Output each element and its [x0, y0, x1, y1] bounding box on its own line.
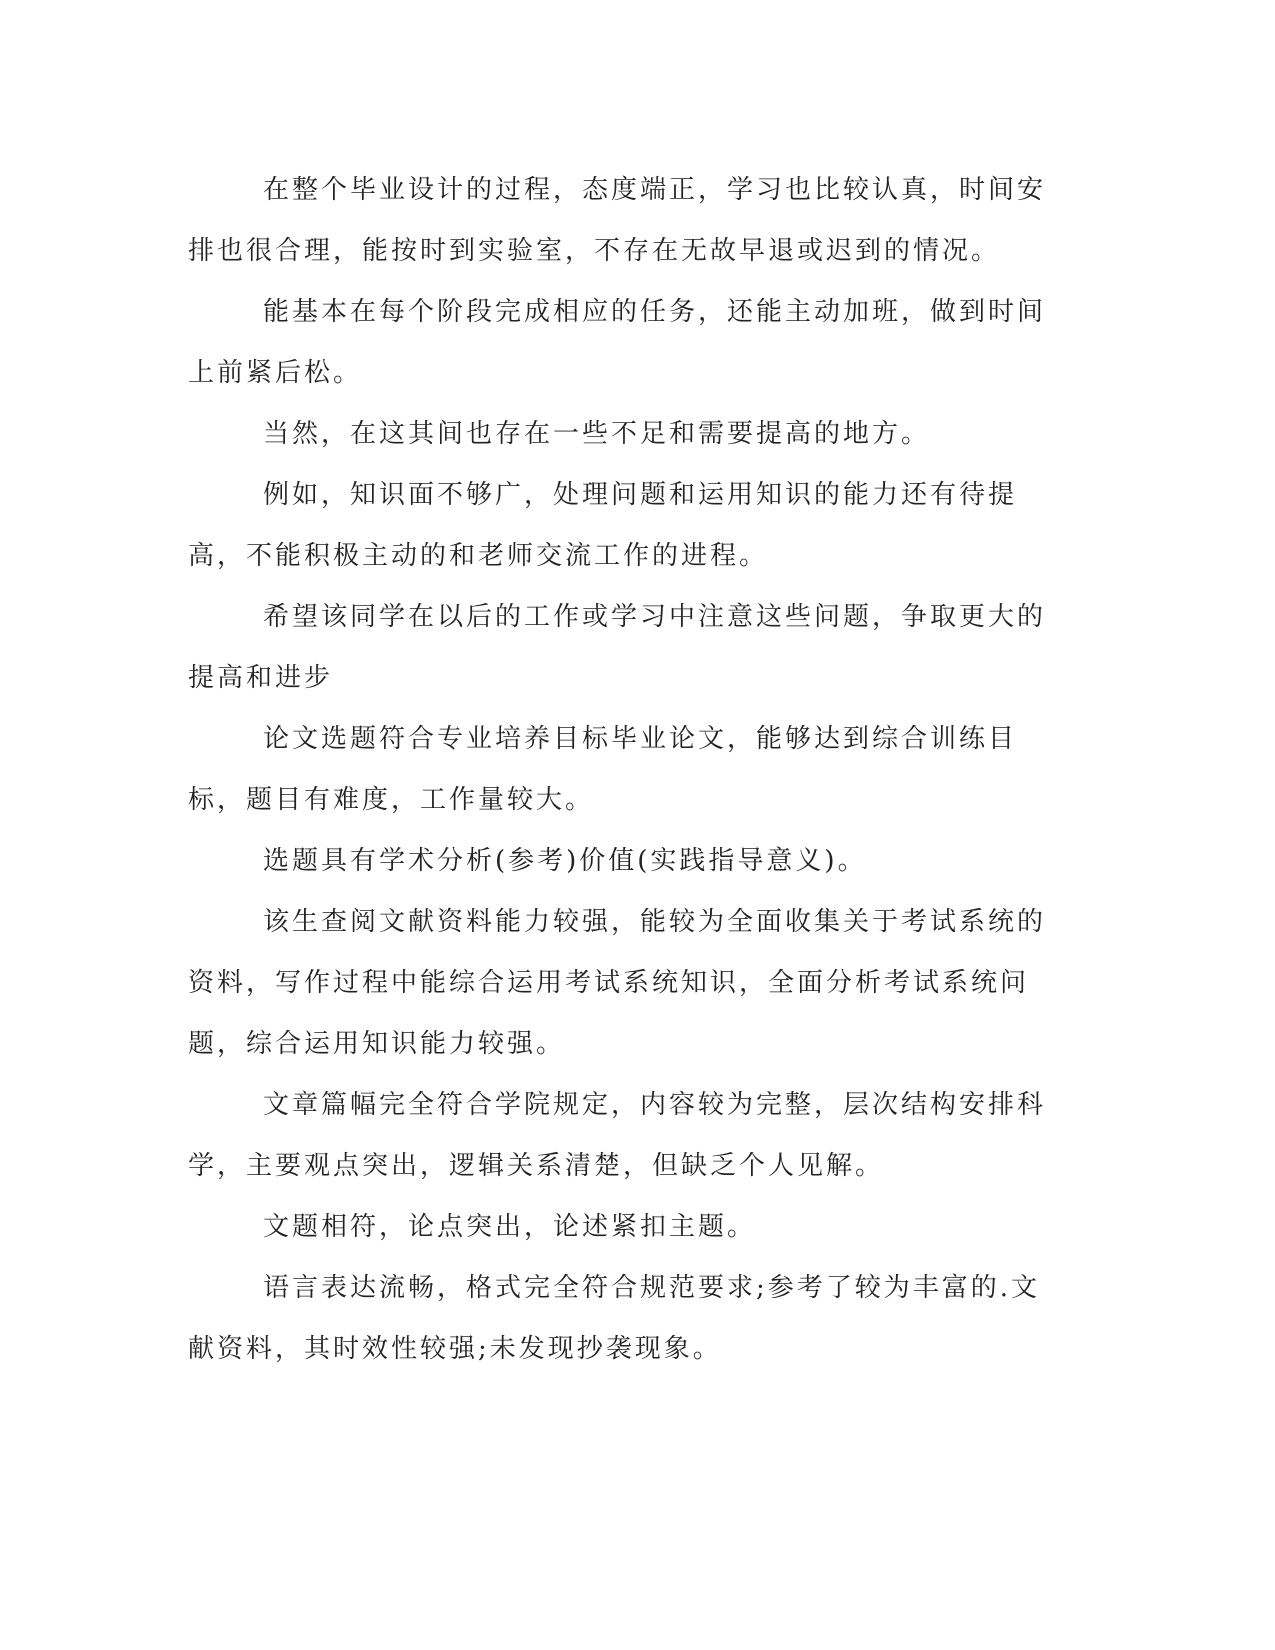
paragraph-7: 选题具有学术分析(参考)价值(实践指导意义)。 — [263, 846, 867, 876]
paragraph-8: 该生查阅文献资料能力较强，能较为全面收集关于考试系统的资料，写作过程中能综合运用考试系统知识，全面分析考试系统问题，综合运用知识能力较强。 — [188, 907, 1047, 1059]
paragraph-5: 希望该同学在以后的工作或学习中注意这些问题，争取更大的提高和进步 — [188, 602, 1047, 693]
paragraph-4: 例如，知识面不够广，处理问题和运用知识的能力还有待提高，不能积极主动的和老师交流工作的进程。 — [188, 480, 1018, 571]
paragraph-2: 能基本在每个阶段完成相应的任务，还能主动加班，做到时间上前紧后松。 — [188, 297, 1047, 388]
paragraph-10: 文题相符，论点突出，论述紧扣主题。 — [263, 1212, 757, 1242]
paragraph-9: 文章篇幅完全符合学院规定，内容较为完整，层次结构安排科学，主要观点突出，逻辑关系清楚，但缺乏个人见解。 — [188, 1090, 1047, 1181]
paragraph-11: 语言表达流畅，格式完全符合规范要求;参考了较为丰富的.文献资料，其时效性较强;未发现抄袭现象。 — [188, 1273, 1041, 1364]
paragraph-1: 在整个毕业设计的过程，态度端正，学习也比较认真，时间安排也很合理，能按时到实验室，不存在无故早退或迟到的情况。 — [188, 175, 1047, 266]
paragraph-6: 论文选题符合专业培养目标毕业论文，能够达到综合训练目标，题目有难度，工作量较大。 — [188, 724, 1018, 815]
paragraph-3: 当然，在这其间也存在一些不足和需要提高的地方。 — [263, 419, 931, 449]
document-body — [188, 160, 1068, 1380]
